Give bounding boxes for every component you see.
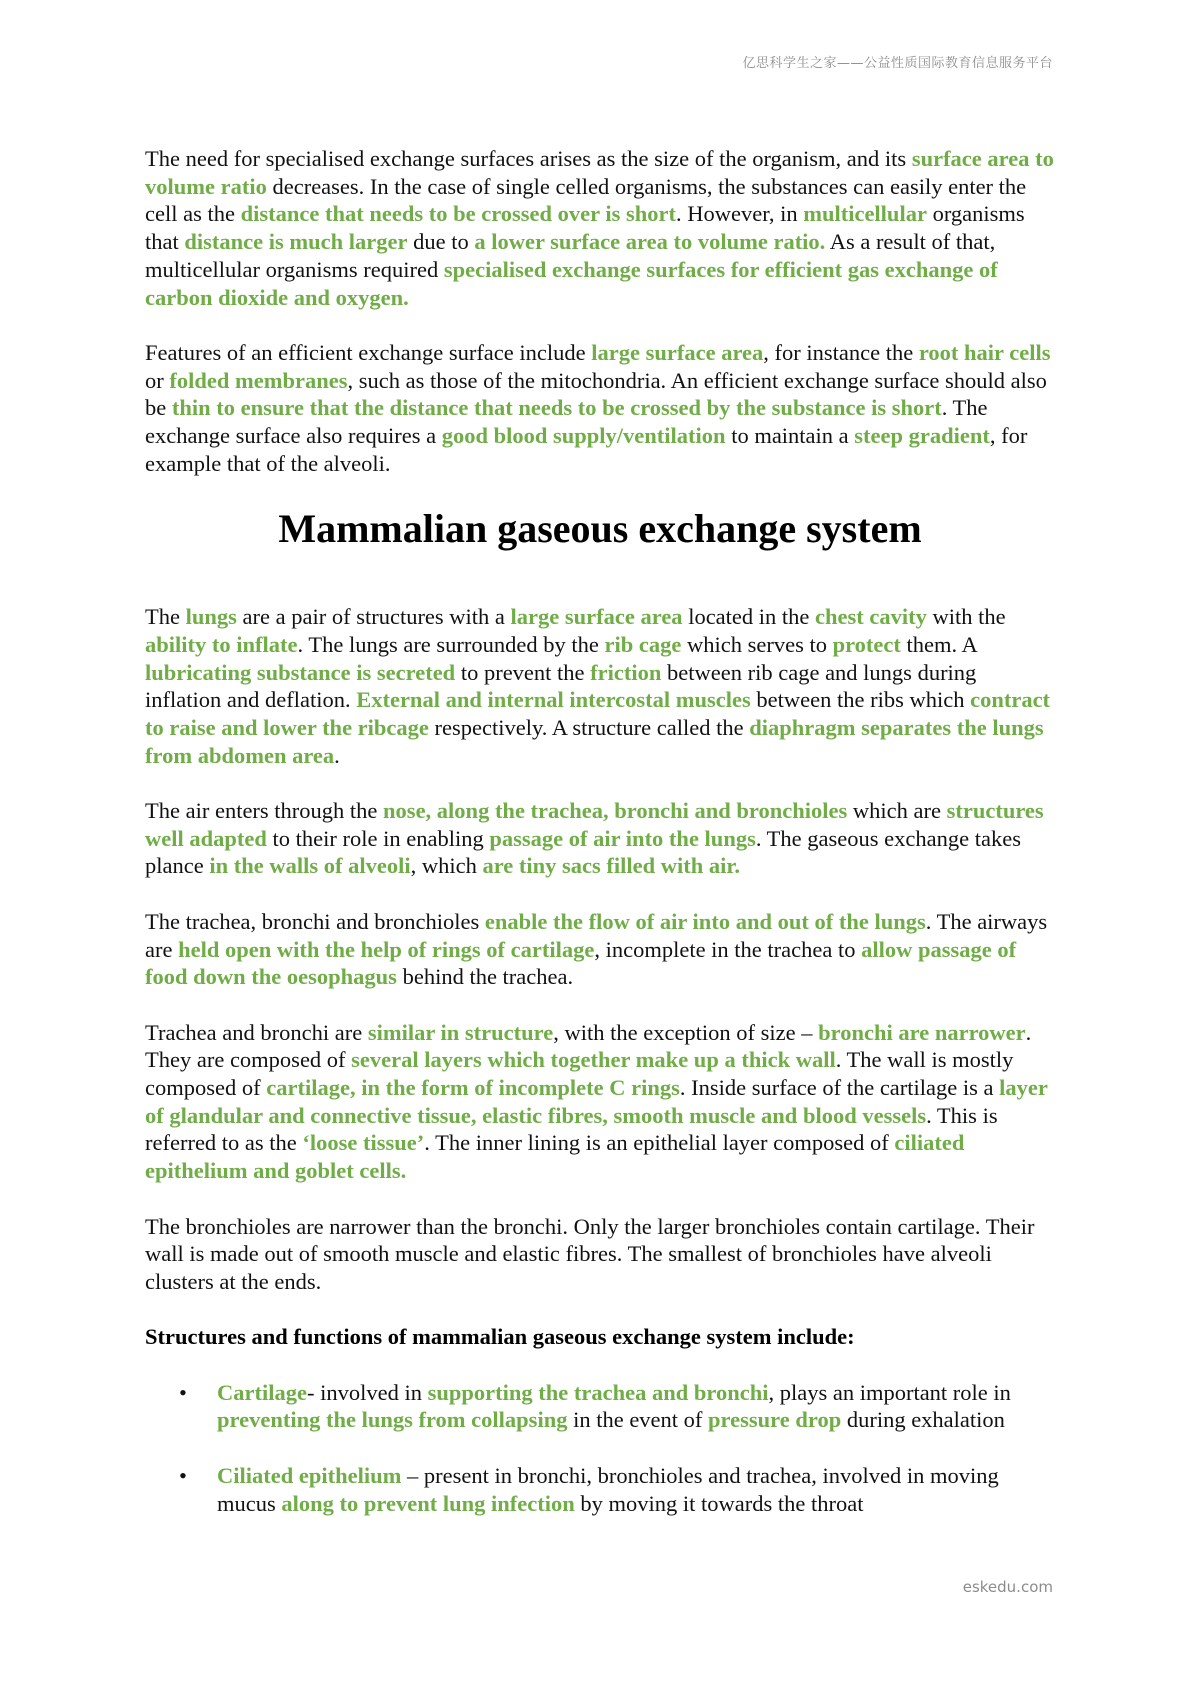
subheading: Structures and functions of mammalian gaseous exchange system include: [145,1324,855,1350]
highlighted-text: distance that needs to be crossed over is short [240,201,676,227]
highlighted-text: root hair cells [918,339,1051,365]
highlighted-text: layer of glandular and connective tissue, elastic fibres, smooth muscle and blood vessels [145,1075,1048,1128]
highlighted-text: along to prevent lung infection [281,1490,575,1516]
section-heading: Mammalian gaseous exchange system [278,506,922,552]
highlighted-text: allow passage of food down the oesophagus [145,936,1017,990]
text-run: respectively. A structure called the [428,714,750,740]
bullet-list [145,1379,1055,1518]
highlighted-text: preventing the lungs from collapsing [217,1407,568,1433]
text-run: , incomplete in the trachea to [594,936,862,962]
list-item-text [217,1463,999,1516]
text-run: . However, in [676,201,804,227]
text-run: . The exchange surface also requires a [145,395,988,449]
highlighted-text: lungs [185,604,237,630]
highlighted-text: lubricating substance is secreted [145,659,456,685]
text-run: to their role in enabling [266,825,490,851]
highlighted-text: specialised exchange surfaces for efficient gas exchange of carbon dioxide and oxygen. [145,256,998,310]
paragraph [145,1019,1055,1185]
highlighted-text: friction [590,659,662,685]
highlighted-text: thin to ensure that the distance that needs to be crossed by the substance is short [171,395,942,421]
highlighted-text: are tiny sacs filled with air. [482,853,740,879]
highlighted-text: supporting the trachea and bronchi [427,1379,769,1405]
text-run: , for instance the [763,339,919,365]
highlighted-text: diaphragm separates the lungs from abdomen area [145,714,1044,768]
highlighted-text: large surface area [591,339,764,365]
document-body [145,145,1055,1545]
text-run: , with the exception of size – [553,1019,819,1045]
text-run: As a result of that, multicellular organisms required [145,229,996,282]
highlighted-text: protect [832,631,901,657]
paragraph [145,145,1055,311]
highlighted-text: cartilage, in the form of incomplete C rings [266,1075,680,1101]
text-run: located in the [682,604,816,630]
text-run: , such as those of the mitochondria. An efficient exchange surface should also be [145,367,1047,421]
highlighted-text: similar in structure [367,1019,554,1045]
text-run: The trachea, bronchi and bronchioles [145,908,485,934]
highlighted-text: contract to raise and lower the ribcage [145,687,1051,740]
paragraph [145,908,1055,991]
highlighted-text: steep gradient [854,423,990,449]
highlighted-text: passage of air into the lungs [489,825,756,851]
highlighted-text: ciliated epithelium and goblet cells. [145,1130,965,1184]
highlighted-text: folded membranes [169,367,348,393]
highlighted-text: in the walls of alveoli [209,853,411,879]
main-section [145,603,1055,1296]
text-run: . [334,742,340,768]
text-run: behind the trachea. [396,964,574,990]
text-run: , for example that of the alveoli. [145,423,1028,476]
list-item [145,1379,1055,1434]
text-run: during exhalation [841,1407,1005,1433]
text-run: The bronchioles are narrower than the bronchi. Only the larger bronchioles contain cartilage. Their wall is made out of smooth muscle and elastic fibres. The smallest of bronchioles have alveoli clusters at the ends. [145,1213,1035,1294]
text-run: due to [407,229,475,255]
highlighted-text: Ciliated epithelium [217,1462,402,1488]
text-run: to prevent the [455,659,591,685]
text-run: - involved in [306,1379,428,1405]
highlighted-text: structures well adapted [145,798,1044,851]
text-run: The air enters through the [145,798,384,824]
text-run: . The lungs are surrounded by the [297,631,605,657]
highlighted-text: Cartilage [217,1379,307,1405]
text-run: organisms that [145,201,1025,255]
highlighted-text: held open with the help of rings of cartilage [178,936,595,962]
text-run: The need for specialised exchange surfaces arises as the size of the organism, and its [145,146,912,171]
highlighted-text: multicellular [803,201,927,227]
text-run: in the event of [567,1407,709,1433]
highlighted-text: pressure drop [708,1407,842,1433]
list-item [145,1462,1055,1517]
bullet-icon: • [179,1379,187,1405]
highlighted-text: good blood supply/ventilation [441,423,726,449]
text-run: . This is referred to as the [145,1102,998,1156]
paragraph [145,339,1055,478]
text-run: – present in bronchi, bronchioles and trachea, involved in moving mucus [217,1462,999,1516]
text-run: are a pair of structures with a [236,604,511,630]
highlighted-text: ‘loose tissue’ [302,1130,425,1156]
highlighted-text: distance is much larger [184,229,408,255]
text-run: . The gaseous exchange takes plance [145,825,1021,879]
page-footer: eskedu.com [962,1578,1053,1596]
text-run: . The wall is mostly composed of [145,1047,1014,1101]
text-run: between the ribs which [750,687,971,713]
highlighted-text: nose, along the trachea, bronchi and bronchioles [383,798,848,824]
text-run: , plays an important role in [768,1379,1011,1405]
text-run: . The inner lining is an epithelial layer composed of [424,1130,895,1156]
highlighted-text: ability to inflate [145,631,298,657]
highlighted-text: a lower surface area to volume ratio. [474,229,826,255]
highlighted-text: several layers which together make up a thick wall [351,1047,836,1073]
highlighted-text: enable the flow of air into and out of the lungs [484,908,926,934]
text-run: which are [847,798,947,824]
text-run: between rib cage and lungs during inflation and deflation. [145,659,977,713]
text-run: Features of an efficient exchange surface include [145,339,592,365]
paragraph [145,797,1055,880]
highlighted-text: rib cage [604,631,682,657]
text-run: , which [410,853,483,879]
text-run: . Inside surface of the cartilage is a [679,1075,1000,1101]
paragraph [145,1213,1055,1296]
page-header: 亿思科学生之家——公益性质国际教育信息服务平台 [742,56,1053,71]
text-run: or [145,367,170,393]
text-run: which serves to [681,631,833,657]
text-run: with the [926,604,1006,630]
highlighted-text: External and internal intercostal muscles [356,687,751,713]
text-run: . The airways are [145,908,1048,962]
text-run: . They are composed of [145,1019,1032,1073]
highlighted-text: large surface area [510,604,683,630]
intro-section [145,145,1055,477]
list-item-text [217,1380,1011,1433]
text-run: them. A [900,631,977,657]
text-run: to maintain a [725,423,855,449]
text-run: The [145,604,186,630]
highlighted-text: bronchi are narrower [818,1019,1026,1045]
highlighted-text: chest cavity [815,604,927,630]
text-run: decreases. In the case of single celled organisms, the substances can easily enter the cell as the [145,173,1027,227]
paragraph [145,603,1055,769]
text-run: Trachea and bronchi are [145,1019,368,1045]
text-run: by moving it towards the throat [574,1490,864,1516]
highlighted-text: surface area to volume ratio [145,146,1054,199]
bullet-icon: • [179,1462,187,1488]
